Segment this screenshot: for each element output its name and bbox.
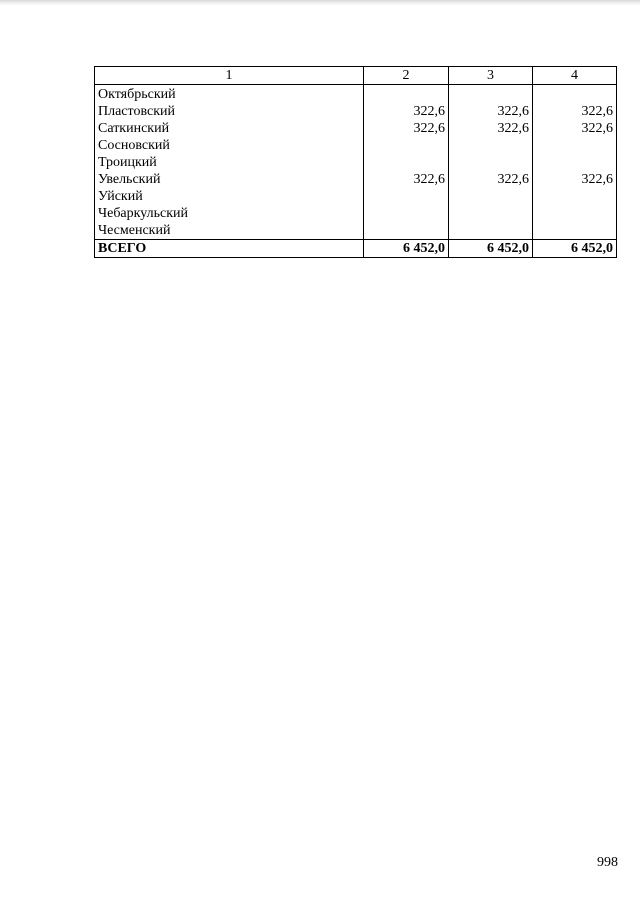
row-value-col-3: [449, 222, 533, 240]
row-value-col-4: [533, 188, 617, 205]
total-value-col-4: 6 452,0: [533, 240, 617, 258]
row-value-col-3: 322,6: [449, 103, 533, 120]
table-row: [95, 188, 617, 205]
row-district: Сосновский: [95, 137, 364, 154]
header-col-3: 3: [449, 67, 533, 85]
total-label: ВСЕГО: [95, 240, 364, 258]
table-row: [95, 137, 617, 154]
row-value-col-2: [364, 222, 449, 240]
row-value-col-3: [449, 137, 533, 154]
row-district: Пластовский: [95, 103, 364, 120]
row-value-col-2: [364, 154, 449, 171]
table-header-row: [95, 67, 617, 85]
table-row: [95, 222, 617, 240]
row-value-col-4: [533, 85, 617, 104]
row-value-col-4: 322,6: [533, 103, 617, 120]
row-value-col-3: 322,6: [449, 171, 533, 188]
row-value-col-3: [449, 85, 533, 104]
row-value-col-4: [533, 154, 617, 171]
table-total-row: [95, 240, 617, 258]
row-district: Чесменский: [95, 222, 364, 240]
row-value-col-3: [449, 154, 533, 171]
row-value-col-4: 322,6: [533, 120, 617, 137]
row-value-col-2: [364, 188, 449, 205]
header-col-4: 4: [533, 67, 617, 85]
row-district: Октябрьский: [95, 85, 364, 104]
row-value-col-4: [533, 222, 617, 240]
row-value-col-3: 322,6: [449, 120, 533, 137]
scan-edge-shadow: [0, 0, 640, 6]
row-value-col-2: 322,6: [364, 120, 449, 137]
row-district: Уйский: [95, 188, 364, 205]
row-value-col-2: [364, 85, 449, 104]
table-row: [95, 85, 617, 104]
row-district: Троицкий: [95, 154, 364, 171]
row-district: Саткинский: [95, 120, 364, 137]
row-value-col-3: [449, 188, 533, 205]
header-col-2: 2: [364, 67, 449, 85]
table-row: [95, 120, 617, 137]
header-col-1: 1: [95, 67, 364, 85]
row-value-col-2: [364, 205, 449, 222]
row-district: Увельский: [95, 171, 364, 188]
row-district: Чебаркульский: [95, 205, 364, 222]
table-row: [95, 205, 617, 222]
row-value-col-4: [533, 205, 617, 222]
total-value-col-2: 6 452,0: [364, 240, 449, 258]
table-row: [95, 154, 617, 171]
page-number: 998: [597, 855, 618, 870]
row-value-col-2: 322,6: [364, 103, 449, 120]
district-table: [94, 66, 617, 258]
total-value-col-3: 6 452,0: [449, 240, 533, 258]
row-value-col-4: 322,6: [533, 171, 617, 188]
row-value-col-4: [533, 137, 617, 154]
row-value-col-2: [364, 137, 449, 154]
row-value-col-3: [449, 205, 533, 222]
table-row: [95, 171, 617, 188]
table-row: [95, 103, 617, 120]
row-value-col-2: 322,6: [364, 171, 449, 188]
